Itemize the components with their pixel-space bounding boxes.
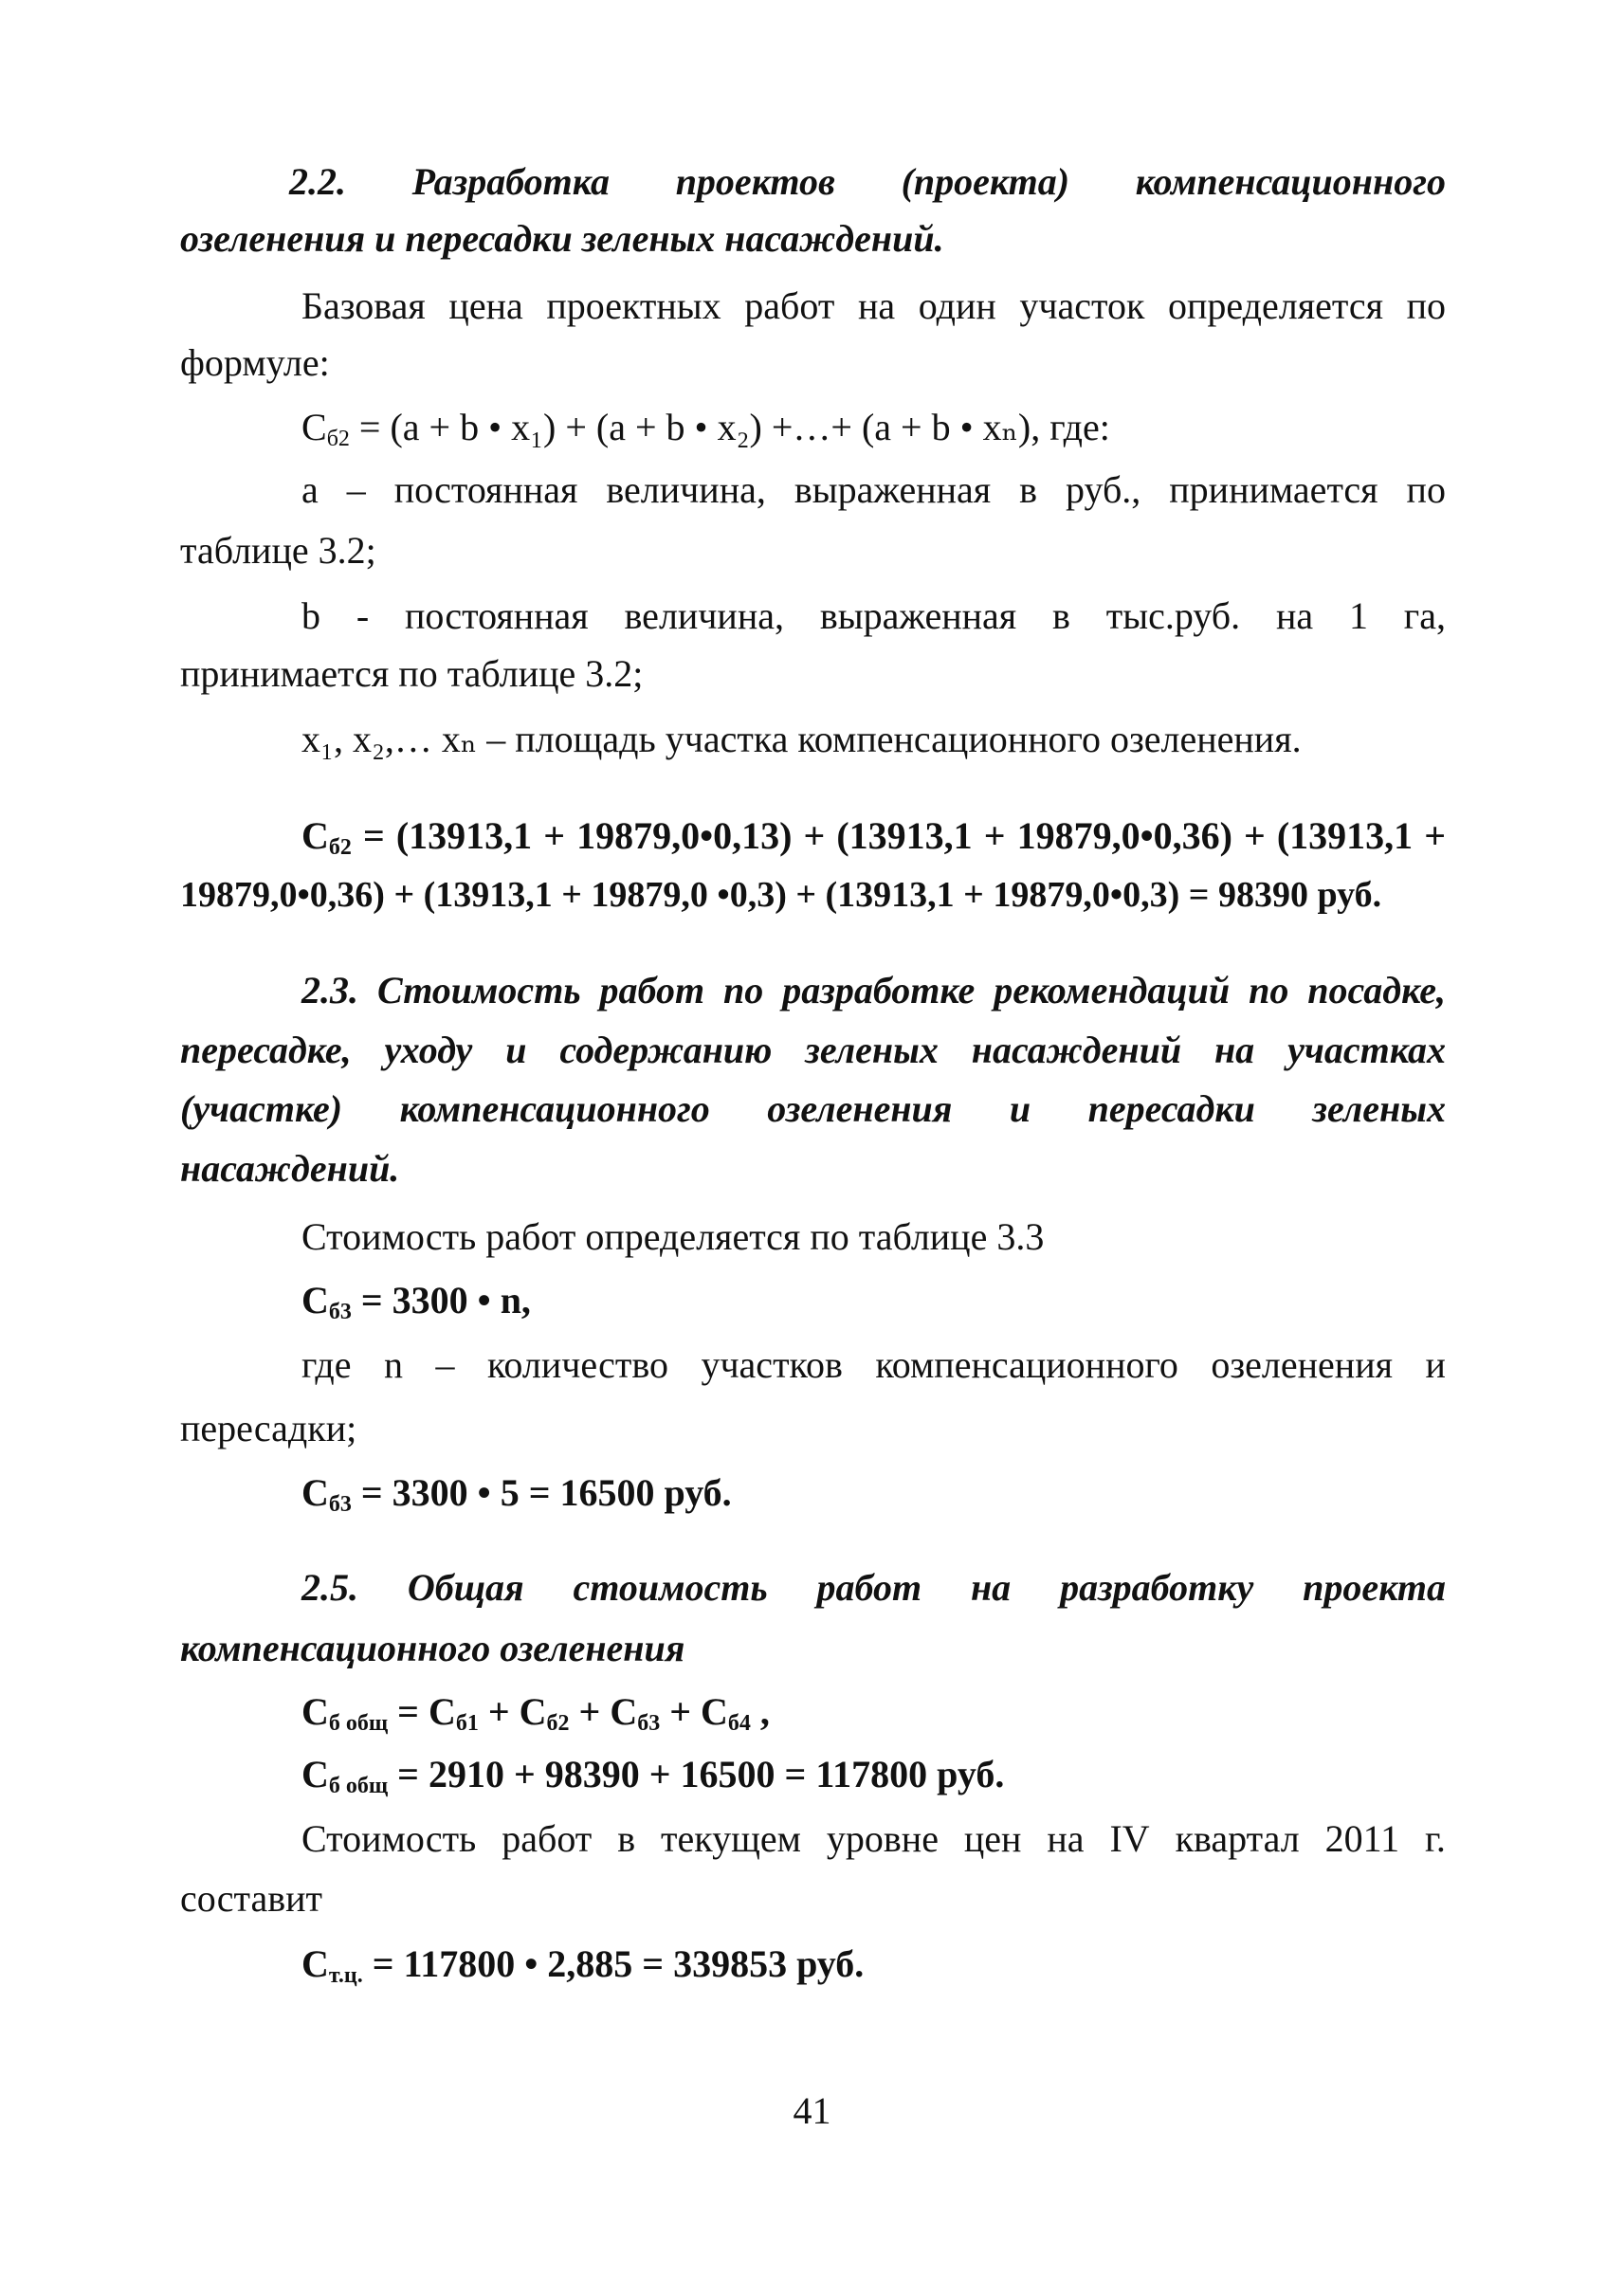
word: + (1424, 814, 1446, 857)
formula-symbol: С (301, 406, 327, 448)
word: где (301, 1343, 352, 1386)
section-2-2-paragraph-line1 (301, 284, 1446, 327)
formula-subscript: б3 (328, 1492, 352, 1517)
word: проектных (546, 284, 721, 327)
word: величина, (606, 468, 766, 511)
formula-c-b3 (301, 1279, 531, 1324)
formula-c-b-total (301, 1690, 770, 1736)
formula-symbol: $С_{б2}$ (301, 814, 352, 860)
word: (13913,1 (1276, 814, 1414, 857)
word: постоянная (404, 594, 589, 637)
word: – (346, 468, 366, 511)
word: участков (701, 1343, 843, 1386)
word: посадке, (1307, 969, 1446, 1011)
formula-subscript: б4 (727, 1711, 751, 1736)
word: озеленения (767, 1087, 953, 1130)
word: пересадки (1087, 1087, 1255, 1130)
page-number: 41 (793, 2089, 831, 2132)
formula-symbol: С (301, 1279, 329, 1321)
formula-subscript: б общ (328, 1774, 389, 1798)
section-2-2-heading-line1 (289, 160, 1446, 203)
word: в (1019, 468, 1038, 511)
formula-subscript: т.ц. (328, 1963, 363, 1988)
calc-c-b-total (301, 1753, 1005, 1798)
word: постоянная (393, 468, 578, 511)
formula-expression: = 3300 • n, (351, 1279, 531, 1321)
word: один (918, 284, 996, 327)
word: (участке) (180, 1087, 343, 1130)
word: зеленых (805, 1029, 939, 1071)
word: а (301, 468, 319, 511)
word: 2.3. (301, 969, 358, 1011)
definition-b-line1 (301, 594, 1446, 637)
word: работ (744, 284, 835, 327)
word: текущем (661, 1817, 801, 1860)
word: Разработка (411, 160, 611, 203)
word: Стоимость (376, 969, 581, 1011)
word: работ (816, 1566, 922, 1609)
formula-expression: = 117800 • 2,885 = 339853 руб. (362, 1942, 865, 1985)
section-2-3-heading-line1 (301, 969, 1446, 1011)
formula-expression: = 2910 + 98390 + 16500 = 117800 руб. (388, 1753, 1005, 1795)
word: га, (1403, 594, 1446, 637)
word: выраженная (819, 594, 1017, 637)
word: и (505, 1029, 527, 1071)
formula-subscript: б3 (328, 1300, 352, 1324)
word: тыс.руб. (1105, 594, 1241, 637)
word: работ (502, 1817, 593, 1860)
calc-c-b2-line2: 19879,0•0,36) + (13913,1 + 19879,0 •0,3) + (13913,1 + 19879,0•0,3) = 98390 руб. (180, 875, 1382, 915)
current-price-line1 (301, 1817, 1446, 1860)
formula-symbol: С (301, 1690, 329, 1733)
formula-subscript: б2 (546, 1711, 570, 1736)
word: 19879,0•0,13) (576, 814, 793, 857)
word: г. (1425, 1817, 1446, 1860)
section-2-2-heading-line2: озеленения и пересадки зеленых насаждений. (180, 217, 944, 260)
definition-a-line2: таблице 3.2; (180, 529, 376, 572)
word: стоимость (573, 1566, 768, 1609)
word: 1 (1348, 594, 1368, 637)
formula-symbol: С (301, 1471, 329, 1514)
word: и (1009, 1087, 1031, 1130)
word: по (1249, 969, 1289, 1011)
formula-expression: = 3300 • 5 = 16500 руб. (351, 1471, 732, 1514)
formula-subscript: б2 (326, 427, 350, 451)
section-2-5-heading-line1 (301, 1566, 1446, 1609)
word: (13913,1 (836, 814, 973, 857)
word: рекомендаций (994, 969, 1231, 1011)
word: 2.5. (301, 1566, 358, 1609)
word: IV (1109, 1817, 1150, 1860)
word: 2.2. (289, 160, 346, 203)
word: на (1047, 1817, 1085, 1860)
word: проекта (1303, 1566, 1446, 1609)
word: руб., (1066, 468, 1141, 511)
word: и (1425, 1343, 1446, 1386)
word: работ (599, 969, 705, 1011)
word: (13913,1 (395, 814, 533, 857)
section-2-3-heading-line4: насаждений. (180, 1147, 400, 1190)
word: определяется (1168, 284, 1383, 327)
word: содержанию (559, 1029, 773, 1071)
word: зеленых (1312, 1087, 1446, 1130)
word: – (435, 1343, 455, 1386)
word: по (723, 969, 764, 1011)
where-n-line2: пересадки; (180, 1407, 357, 1449)
word: компенсационного (399, 1087, 710, 1130)
word: по (1406, 468, 1446, 511)
word: цен (963, 1817, 1022, 1860)
section-2-3-heading-line2 (180, 1031, 1446, 1069)
word: разработке (782, 969, 976, 1011)
word: участках (1287, 1029, 1446, 1071)
formula-term: + С (478, 1690, 547, 1733)
word: = (362, 814, 385, 857)
word: пересадке, (180, 1029, 352, 1071)
section-2-3-heading-line3 (180, 1087, 1446, 1130)
word: компенсационного (875, 1343, 1178, 1386)
word: количество (486, 1343, 668, 1386)
where-n-line1 (301, 1343, 1446, 1386)
formula-term: + С (660, 1690, 728, 1733)
word: принимается (1169, 468, 1378, 511)
section-2-5-heading-line2: компенсационного озеленения (180, 1627, 685, 1669)
formula-punctuation: , (750, 1690, 770, 1733)
current-price-line2: составит (180, 1877, 322, 1920)
definition-x: x₁, x₂,… xₙ – площадь участка компенсационного озеленения. (301, 718, 1302, 760)
word: разработку (1060, 1566, 1254, 1609)
calc-c-b2-line1 (301, 814, 1446, 860)
word: n (384, 1343, 404, 1386)
section-2-3-paragraph: Стоимость работ определяется по таблице 3.3 (301, 1215, 1045, 1258)
calc-c-b3 (301, 1471, 732, 1517)
word: на (1275, 594, 1314, 637)
word: - (356, 594, 370, 637)
word: на (857, 284, 896, 327)
formula-term: + С (569, 1690, 638, 1733)
formula-symbol: С (301, 1942, 329, 1985)
formula-expression: = (a + b • x₁) + (a + b • x₂) +…+ (a + b • xₙ), где: (358, 406, 1110, 448)
formula-subscript: б3 (637, 1711, 661, 1736)
word: озеленения (1211, 1343, 1394, 1386)
word: на (1213, 1029, 1255, 1071)
word: + (543, 814, 565, 857)
word: Стоимость (301, 1817, 477, 1860)
definition-b-line2: принимается по таблице 3.2; (180, 652, 644, 695)
word: 19879,0•0,36) (1016, 814, 1232, 857)
word: выраженная (794, 468, 992, 511)
word: 2011 (1324, 1817, 1400, 1860)
word: + (803, 814, 826, 857)
formula-c-b2 (301, 406, 1110, 451)
definition-a-line1 (301, 468, 1446, 511)
word: величина, (624, 594, 784, 637)
word: проектов (675, 160, 835, 203)
word: компенсационного (1135, 160, 1446, 203)
word: квартал (1175, 1817, 1300, 1860)
word: участок (1019, 284, 1145, 327)
word: в (617, 1817, 636, 1860)
word: в (1052, 594, 1070, 637)
section-2-2-paragraph-line2: формуле: (180, 341, 330, 384)
word: уровне (826, 1817, 939, 1860)
word: цена (448, 284, 523, 327)
word: b (301, 594, 320, 637)
word: + (1243, 814, 1266, 857)
word: Базовая (301, 284, 426, 327)
word: на (970, 1566, 1012, 1609)
word: по (1406, 284, 1446, 327)
word: + (983, 814, 1006, 857)
calc-c-current-price (301, 1942, 865, 1988)
formula-subscript: б общ (328, 1711, 389, 1736)
formula-symbol: С (301, 1753, 329, 1795)
formula-subscript: б1 (455, 1711, 479, 1736)
word: Общая (407, 1566, 524, 1609)
formula-term: = С (388, 1690, 456, 1733)
word: уходу (384, 1029, 473, 1071)
word: насаждений (971, 1029, 1182, 1071)
word: (проекта) (901, 160, 1070, 203)
